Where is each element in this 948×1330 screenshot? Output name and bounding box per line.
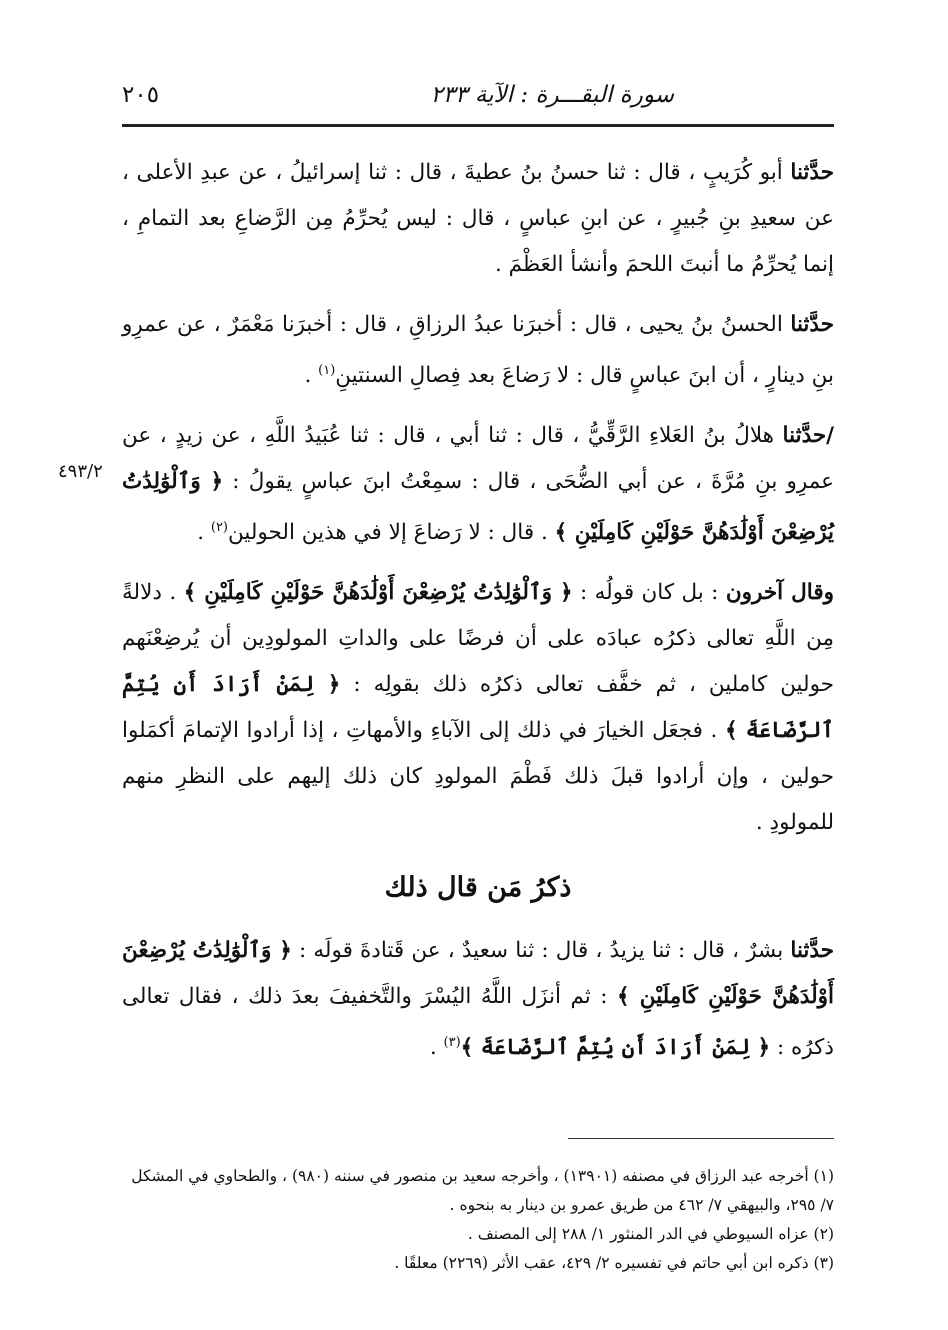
narration-lead: حدَّثنا bbox=[790, 160, 834, 185]
quran-quote: ﴿ وَٱلْوَٰلِدَٰتُ يُرْضِعْنَ أَوْلَٰدَهُنَّ حَوْلَيْنِ كَامِلَيْنِ ﴾ bbox=[122, 469, 834, 546]
paragraph-text: : بل كان قولُه : bbox=[572, 580, 726, 606]
paragraph-text-2: . دلالةً مِن اللَّهِ تعالى ذكرُه عبادَه على أن فرضًا على والداتِ المولودِين أن يُرضِعْنَهم حولين كاملين ، ثم خفَّف تعالى ذكرُه ذلك بقولِه : bbox=[122, 580, 834, 698]
footnote-1: (١) أخرجه عبد الرزاق في مصنفه (١٣٩٠١) ، وأخرجه سعيد بن منصور في سننه (٩٨٠) ، والطحاوي في المشكل ٧/ ٢٩٥، والبيهقي ٧/ ٤٦٢ من طريق عمرو بن دينار به بنحوه . bbox=[131, 1167, 834, 1214]
main-text bbox=[122, 150, 834, 1085]
quran-quote-2: ﴿ لِمَنْ أَرَادَ أَن يُتِمَّ ٱلرَّضَاعَةَ ﴾ bbox=[122, 672, 834, 744]
quran-quote: ﴿ وَٱلْوَٰلِدَٰتُ يُرْضِعْنَ أَوْلَٰدَهُنَّ حَوْلَيْنِ كَامِلَيْنِ ﴾ bbox=[122, 938, 834, 1010]
narration-lead: وقال آخرون bbox=[725, 580, 834, 606]
paragraph-text-3: . فجعَل الخيارَ في ذلك إلى الآباءِ والأمهاتِ ، إذا أرادوا الإتمامَ أكمَلوا حولين ، وإن أرادوا قبلَ ذلك فَطْمَ المولودِ كان ذلك إليهم على النظرِ منهم للمولودِ . bbox=[122, 718, 834, 836]
narration-lead: /حدَّثنا bbox=[782, 423, 834, 449]
quran-quote-2: ﴿ لِمَنْ أَرَادَ أَن يُتِمَّ ٱلرَّضَاعَةَ ﴾ bbox=[460, 1035, 771, 1061]
footnote-ref-2: (٢) bbox=[210, 520, 228, 536]
paragraph-text: بشرٌ ، قال : ثنا يزيدُ ، قال : ثنا سعيدٌ ، عن قَتادةَ قولَه : bbox=[291, 938, 791, 964]
surah-title: سورة البقـــرة : الآية ٢٣٣ bbox=[430, 82, 674, 108]
footnote-3: (٣) ذكره ابن أبي حاتم في تفسيره ٢/ ٤٢٩، عقب الأثر (٢٢٦٩) معلقًا . bbox=[394, 1254, 834, 1272]
paragraph-end: . bbox=[429, 1035, 444, 1061]
quran-quote: ﴿ وَٱلْوَٰلِدَٰتُ يُرْضِعْنَ أَوْلَٰدَهُنَّ حَوْلَيْنِ كَامِلَيْنِ ﴾ bbox=[183, 580, 573, 606]
narration-lead: حدَّثنا bbox=[790, 938, 834, 964]
paragraph-5 bbox=[122, 928, 834, 1071]
section-heading: ذكرُ مَن قال ذلك bbox=[384, 872, 572, 904]
paragraph-4 bbox=[122, 570, 834, 846]
paragraph-2 bbox=[122, 302, 834, 399]
paragraph-text: أبو كُرَيبٍ ، قال : ثنا حسنُ بنُ عطيةَ ، قال : ثنا إسرائيلُ ، عن عبدِ الأعلى ، عن سعيدِ بنِ جُبيرٍ ، عن ابنِ عباسٍ ، قال : ليس يُحرِّمُ مِن الرَّضاعِ بعد التمامِ ، إنما يُحرِّمُ ما أنبتَ اللحمَ وأنشأ العَظْمَ . bbox=[122, 160, 834, 277]
page-number: ٢٠٥ bbox=[122, 82, 160, 108]
paragraph-text-2: . قال : لا رَضاعَ إلا في هذين الحولين bbox=[228, 520, 555, 546]
footnote-ref-1: (١) bbox=[318, 363, 336, 378]
paragraph-text: هلالُ بنُ العَلاءِ الرَّقِّيُّ ، قال : ثنا أبي ، قال : ثنا عُبَيدُ اللَّهِ ، عن زيدٍ ، عن عمرِو بنِ مُرَّةَ ، عن أبي الضُّحَى ، قال : سمِعْتُ ابنَ عباسٍ يقولُ : bbox=[122, 423, 834, 495]
footnote-2: (٢) عزاه السيوطي في الدر المنثور ١/ ٢٨٨ إلى المصنف . bbox=[467, 1225, 834, 1243]
paragraph-end: . bbox=[197, 520, 211, 546]
paragraph-end: . bbox=[304, 363, 319, 389]
footnote-rule bbox=[568, 1138, 834, 1139]
paragraph-1 bbox=[122, 150, 834, 288]
footnote-ref-3: (٣) bbox=[443, 1035, 461, 1051]
margin-reference: ٤٩٣/٢ bbox=[58, 461, 103, 482]
paragraph-text-2: : ثم أنزَل اللَّهُ اليُسْرَ والتَّخفيفَ بعدَ ذلك ، فقال تعالى ذكرُه : bbox=[122, 984, 834, 1061]
header-rule bbox=[122, 124, 834, 127]
paragraph-text: الحسنُ بنُ يحيى ، قال : أخبرَنا عبدُ الرزاقِ ، قال : أخبرَنا مَعْمَرٌ ، عن عمرِو بنِ دينارٍ ، أن ابنَ عباسٍ قال : لا رَضاعَ بعد فِصالِ السنتينِ bbox=[122, 312, 834, 389]
narration-lead: حدَّثنا bbox=[790, 312, 834, 337]
paragraph-3 bbox=[122, 413, 834, 556]
running-header bbox=[122, 78, 834, 114]
footnotes bbox=[122, 1162, 834, 1278]
